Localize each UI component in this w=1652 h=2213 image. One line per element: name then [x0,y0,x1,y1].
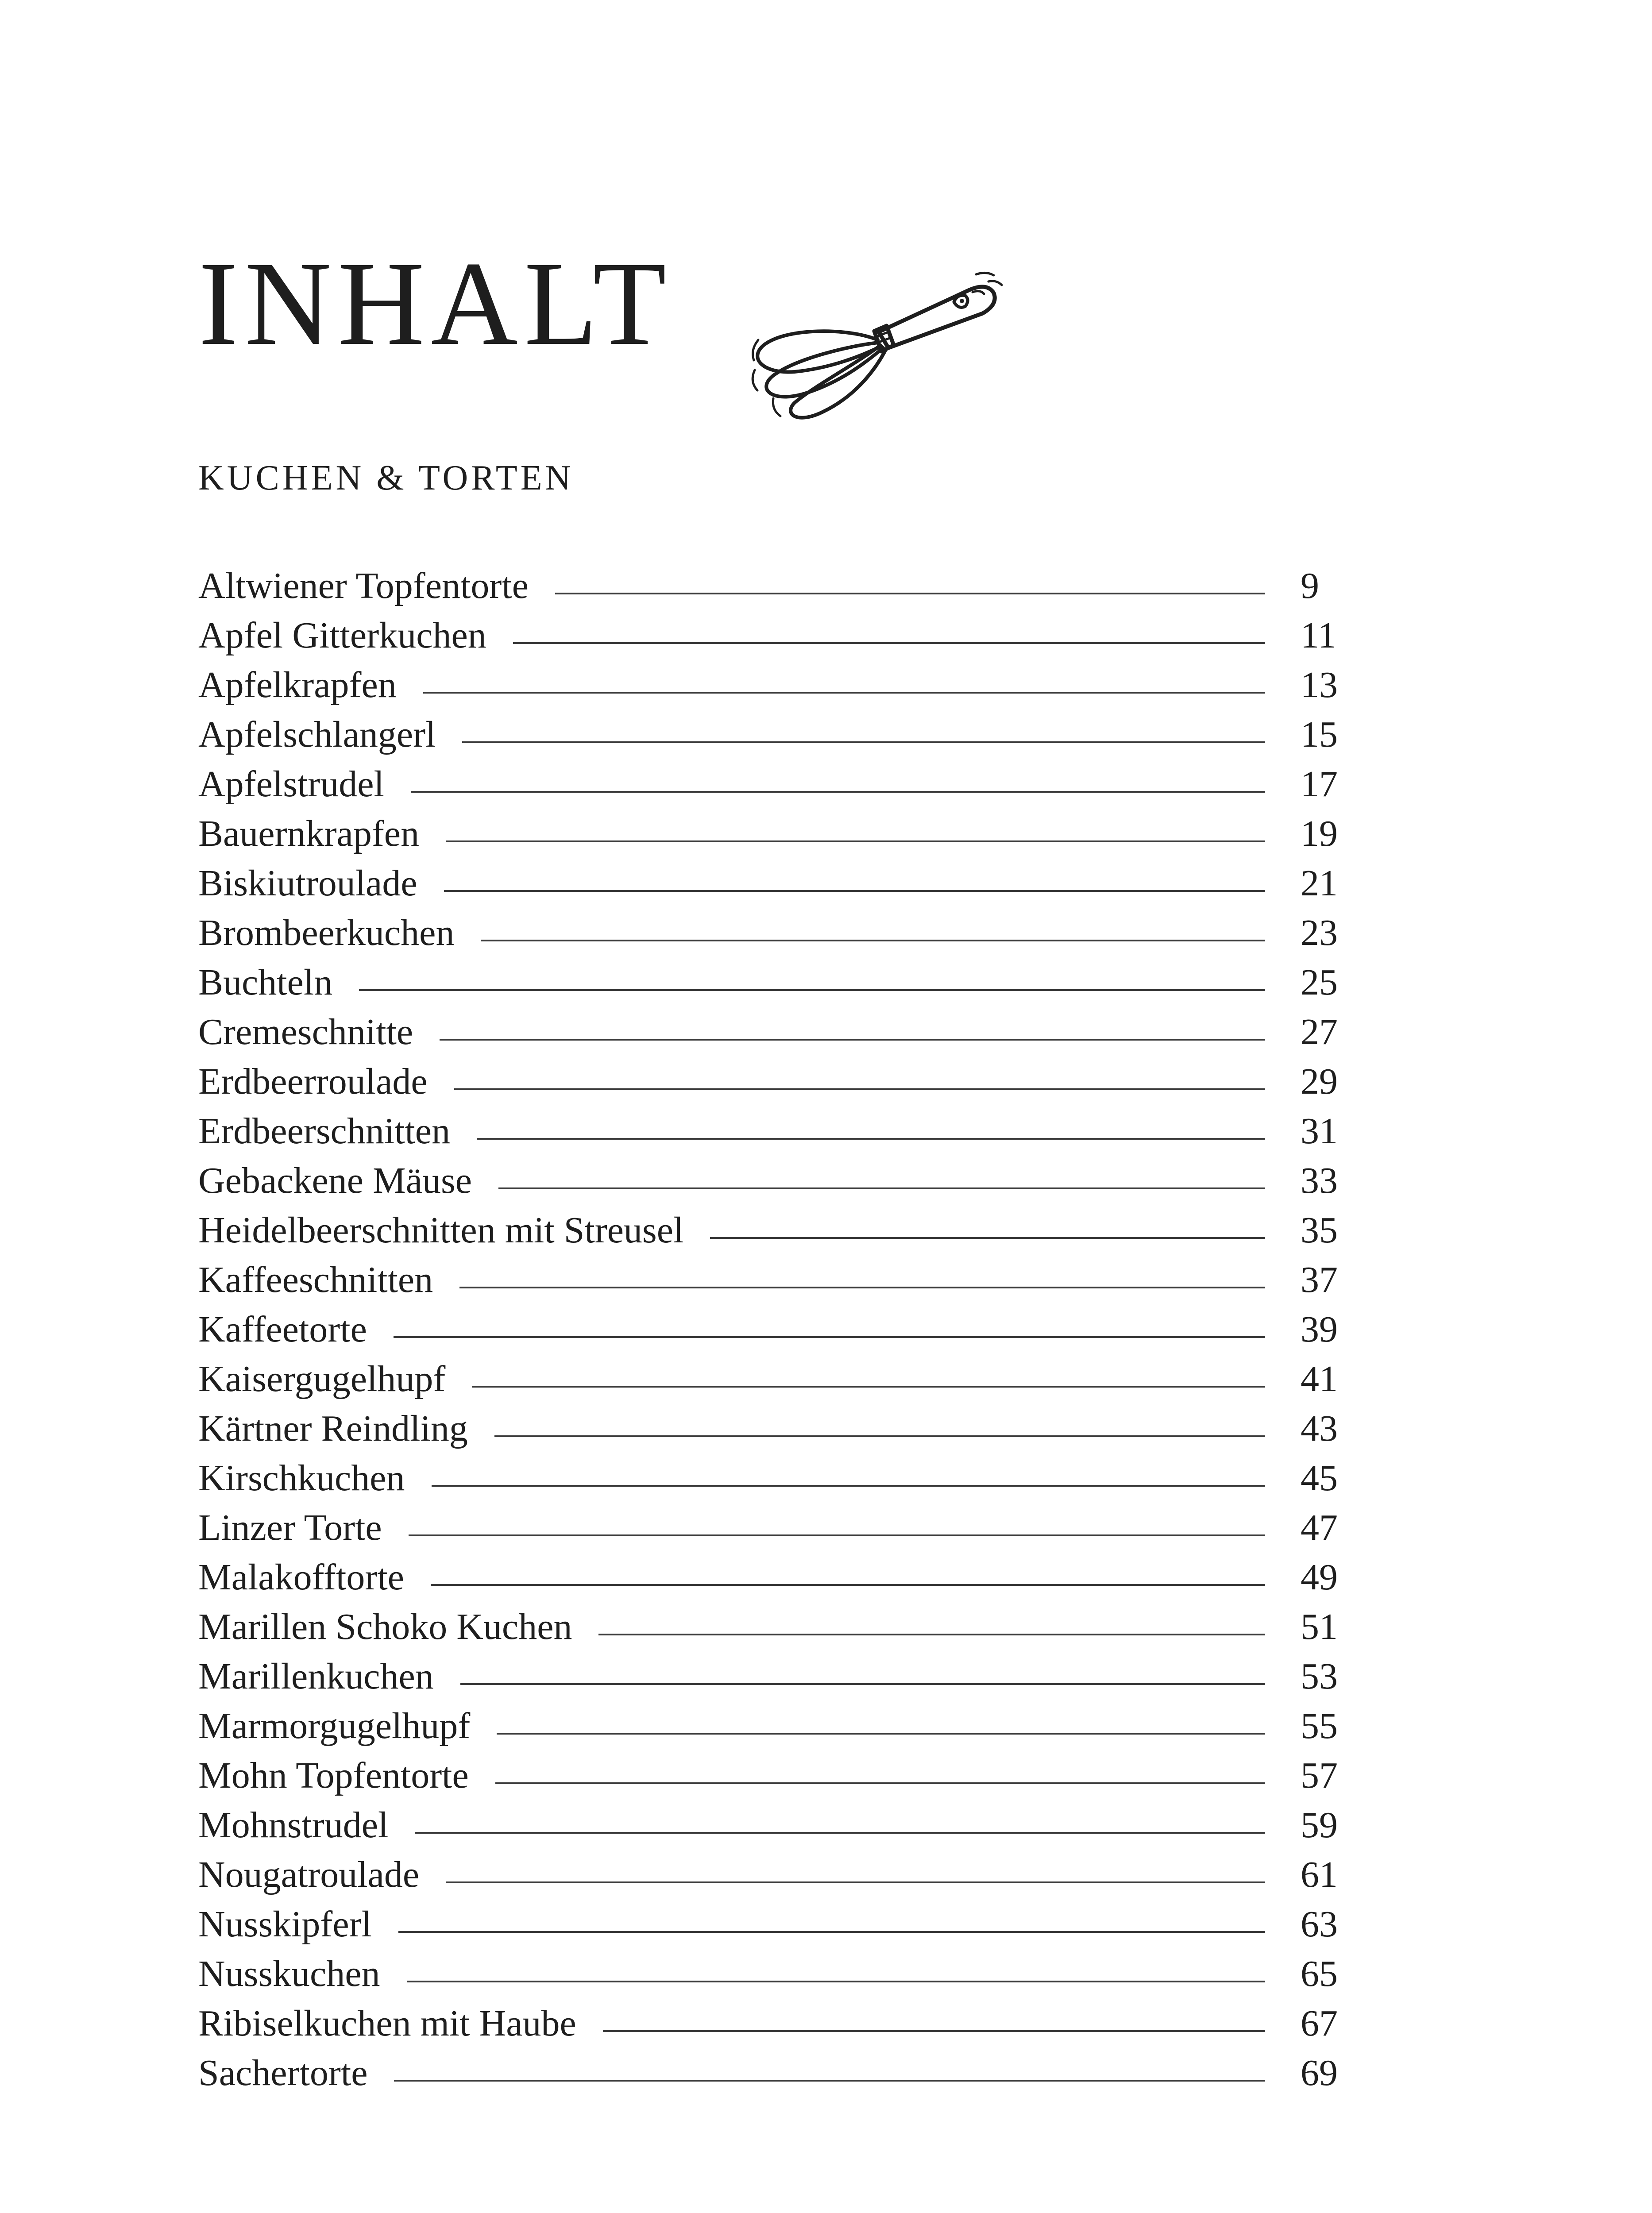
toc-leader-line [446,1881,1265,1883]
toc-page-number: 21 [1301,863,1338,904]
toc-page-number: 69 [1301,2052,1338,2093]
toc-entry [198,2048,1349,2098]
toc-page-number: 47 [1301,1507,1338,1548]
toc-entry [198,710,1349,760]
toc-entry [198,1850,1349,1900]
toc-leader-line [423,692,1265,694]
toc-entry [198,958,1349,1007]
toc-entry-title: Apfelstrudel [198,763,384,805]
toc-leader-line [462,741,1265,743]
toc-entry [198,1701,1349,1751]
toc-leader-line [394,1336,1265,1338]
toc-leader-line [497,1733,1265,1735]
toc-leader-line [359,989,1265,991]
toc-leader-line [440,1039,1265,1041]
toc-leader-line [555,593,1265,594]
toc-page-number: 49 [1301,1557,1338,1598]
toc-page-number: 51 [1301,1606,1338,1647]
toc-entry [198,1255,1349,1305]
toc-entry [198,611,1349,660]
toc-entry-title: Nusskipferl [198,1904,372,1945]
toc-page-number: 45 [1301,1457,1338,1499]
toc-entry-title: Biskiutroulade [198,863,417,904]
toc-entry [198,1900,1349,1949]
toc-page-number: 17 [1301,763,1338,805]
section-heading: KUCHEN & TORTEN [198,459,574,497]
toc-entry-title: Ribiselkuchen mit Haube [198,2003,576,2044]
toc-entry [198,1652,1349,1701]
toc-leader-line [444,890,1265,892]
toc-page-number: 53 [1301,1656,1338,1697]
toc-entry [198,1404,1349,1453]
toc-page-number: 11 [1301,615,1336,656]
toc-entry [198,859,1349,908]
toc-entry-title: Cremeschnitte [198,1011,413,1053]
toc-page-number: 59 [1301,1804,1338,1846]
toc-page-number: 13 [1301,664,1338,706]
page-title: INHALT [198,237,673,370]
toc-entry [198,561,1349,611]
toc-page-number: 29 [1301,1061,1338,1102]
toc-leader-line [494,1435,1265,1437]
toc-entry [198,1057,1349,1106]
toc-leader-line [710,1237,1265,1239]
toc-leader-line [431,1584,1265,1586]
toc-entry-title: Gebackene Mäuse [198,1160,472,1201]
toc-leader-line [498,1187,1265,1189]
toc-leader-line [460,1683,1265,1685]
toc-entry [198,1800,1349,1850]
toc-page-number: 41 [1301,1358,1338,1400]
toc-entry [198,1354,1349,1404]
toc-entry-title: Apfelschlangerl [198,714,436,755]
toc-entry-title: Heidelbeerschnitten mit Streusel [198,1210,684,1251]
toc-entry-title: Mohnstrudel [198,1804,389,1846]
toc-entry-title: Marmorgugelhupf [198,1705,471,1746]
toc-entry-title: Altwiener Topfentorte [198,565,529,606]
toc-entry [198,1206,1349,1255]
toc-entry [198,809,1349,859]
toc-page-number: 15 [1301,714,1338,755]
toc-page-number: 33 [1301,1160,1338,1201]
toc-page-number: 25 [1301,962,1338,1003]
toc-entry-title: Kärtner Reindling [198,1408,468,1449]
toc-page-number: 31 [1301,1110,1338,1152]
toc-entry [198,1453,1349,1503]
toc-entry [198,1106,1349,1156]
toc-entry [198,1156,1349,1206]
toc-page-number: 23 [1301,912,1338,953]
toc-entry [198,1007,1349,1057]
toc-entry-title: Apfelkrapfen [198,664,397,706]
toc-page-number: 27 [1301,1011,1338,1053]
toc-entry-title: Apfel Gitterkuchen [198,615,486,656]
toc-entry [198,1503,1349,1553]
toc-leader-line [598,1634,1265,1635]
toc-page-number: 67 [1301,2003,1338,2044]
toc-entry [198,660,1349,710]
toc-entry [198,1602,1349,1652]
toc-entry-title: Brombeerkuchen [198,912,455,953]
toc-page-number: 43 [1301,1408,1338,1449]
toc-page-number: 65 [1301,1953,1338,1994]
toc-entry [198,1553,1349,1602]
toc-entry-title: Erdbeerschnitten [198,1110,451,1152]
toc-page-number: 57 [1301,1755,1338,1796]
toc-leader-line [407,1981,1265,1982]
toc-entry-title: Kaisergugelhupf [198,1358,446,1400]
toc-page-number: 63 [1301,1904,1338,1945]
toc-leader-line [454,1088,1265,1090]
toc-entry [198,760,1349,809]
toc-leader-line [603,2030,1265,2032]
toc-leader-line [513,642,1265,644]
toc-entry-title: Erdbeerroulade [198,1061,428,1102]
toc-leader-line [409,1534,1265,1536]
toc-leader-line [432,1485,1265,1487]
toc-page-number: 9 [1301,565,1319,606]
toc-page-number: 39 [1301,1309,1338,1350]
toc-entry-title: Buchteln [198,962,333,1003]
toc-page-number: 55 [1301,1705,1338,1746]
whisk-icon [746,266,1003,429]
toc-entry [198,1751,1349,1800]
toc-entry [198,1305,1349,1354]
toc-entry-title: Nusskuchen [198,1953,380,1994]
toc-entry-title: Marillenkuchen [198,1656,434,1697]
toc-leader-line [415,1832,1265,1834]
table-of-contents [198,561,1349,2098]
toc-entry-title: Bauernkrapfen [198,813,420,854]
toc-page-number: 19 [1301,813,1338,854]
toc-entry [198,908,1349,958]
toc-leader-line [477,1138,1265,1140]
toc-entry-title: Kaffeeschnitten [198,1259,433,1300]
toc-entry-title: Sachertorte [198,2052,368,2093]
toc-entry-title: Malakofftorte [198,1557,404,1598]
toc-page-number: 61 [1301,1854,1338,1895]
toc-leader-line [411,791,1265,793]
toc-leader-line [459,1287,1265,1288]
toc-entry-title: Kirschkuchen [198,1457,405,1499]
toc-leader-line [446,840,1265,842]
toc-page-number: 37 [1301,1259,1338,1300]
toc-entry [198,1999,1349,2048]
toc-leader-line [472,1386,1265,1388]
toc-entry-title: Kaffeetorte [198,1309,367,1350]
toc-entry [198,1949,1349,1999]
toc-entry-title: Nougatroulade [198,1854,420,1895]
toc-leader-line [398,1931,1265,1933]
toc-leader-line [481,940,1265,941]
toc-entry-title: Mohn Topfentorte [198,1755,469,1796]
toc-entry-title: Linzer Torte [198,1507,382,1548]
toc-entry-title: Marillen Schoko Kuchen [198,1606,572,1647]
toc-page-number: 35 [1301,1210,1338,1251]
toc-leader-line [394,2080,1265,2082]
toc-leader-line [495,1782,1265,1784]
